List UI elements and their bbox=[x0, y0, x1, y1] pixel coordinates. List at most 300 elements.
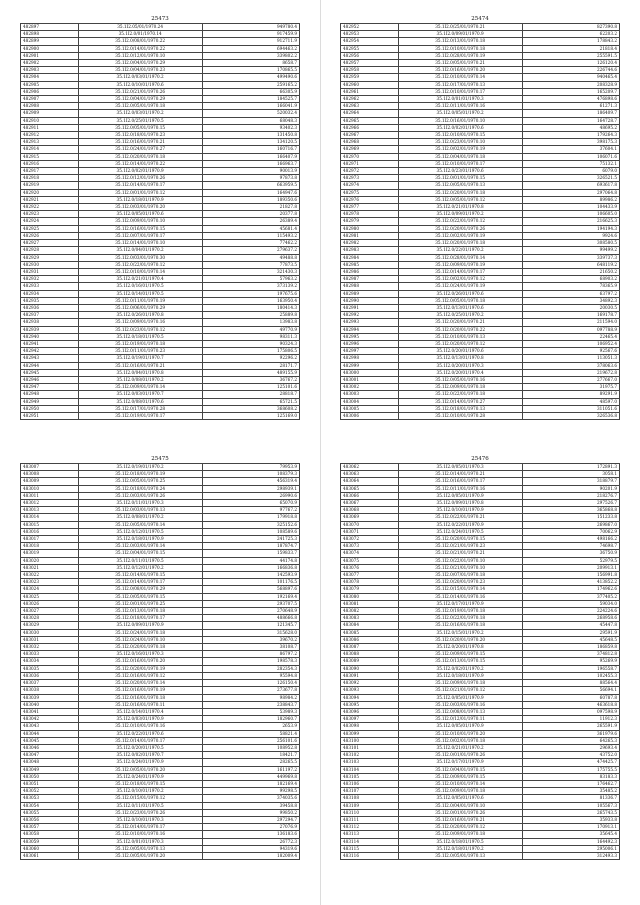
record-id-cell: 482910 bbox=[21, 117, 79, 124]
record-value-cell: 186859.8 bbox=[522, 644, 619, 651]
record-value-cell: 255591.5 bbox=[522, 52, 619, 59]
table-row bbox=[341, 723, 620, 730]
record-id-cell: 482948 bbox=[21, 391, 79, 398]
record-id-cell: 482973 bbox=[341, 175, 399, 182]
table-row bbox=[21, 579, 300, 586]
record-value-cell: 70062.9 bbox=[522, 528, 619, 535]
record-value-cell: 325152.6 bbox=[202, 521, 299, 528]
record-value-cell: 218276.7 bbox=[522, 492, 619, 499]
record-id-cell: 482905 bbox=[21, 81, 79, 88]
record-id-cell: 483067 bbox=[341, 500, 399, 507]
page-block-4 bbox=[340, 455, 620, 860]
record-id-cell: 483056 bbox=[21, 816, 79, 823]
table-row bbox=[21, 304, 300, 311]
record-id-cell: 483091 bbox=[341, 672, 399, 679]
record-code-cell: 35.1I2.0/11/01/1970.16 bbox=[398, 485, 522, 492]
record-id-cell: 483012 bbox=[21, 500, 79, 507]
record-value-cell: 11912.3 bbox=[522, 716, 619, 723]
table-row bbox=[21, 586, 300, 593]
table-row bbox=[341, 52, 620, 59]
table-row bbox=[21, 110, 300, 117]
record-code-cell: 35.1I2.0/04/01/1970.15 bbox=[398, 766, 522, 773]
record-id-cell: 482943 bbox=[21, 355, 79, 362]
record-code-cell: 35.1I2.0/16/01/1970.18 bbox=[78, 694, 202, 701]
record-code-cell: 35.1I2.0/16/01/1970.11 bbox=[78, 701, 202, 708]
record-value-cell: 95594.8 bbox=[202, 672, 299, 679]
record-id-cell: 483072 bbox=[341, 536, 399, 543]
record-value-cell: 940465.4 bbox=[522, 74, 619, 81]
record-id-cell: 483026 bbox=[21, 600, 79, 607]
record-id-cell: 483107 bbox=[341, 788, 399, 795]
record-id-cell: 483043 bbox=[21, 723, 79, 730]
table-row bbox=[341, 752, 620, 759]
record-value-cell: 166836.8 bbox=[202, 564, 299, 571]
record-id-cell: 483085 bbox=[341, 629, 399, 636]
record-code-cell: 35.1I2.0/03/01/1970.2 bbox=[78, 110, 202, 117]
record-value-cell: 298939.1 bbox=[202, 485, 299, 492]
record-id-cell: 482923 bbox=[21, 211, 79, 218]
page-number-label: 25475 bbox=[151, 456, 169, 462]
record-id-cell: 483074 bbox=[341, 550, 399, 557]
record-id-cell: 483060 bbox=[21, 845, 79, 852]
record-id-cell: 483014 bbox=[21, 514, 79, 521]
record-code-cell: 35.1I2.0/21/01/1970.21 bbox=[398, 550, 522, 557]
record-code-cell: 35.1I2.0/22/01/1970.12 bbox=[398, 218, 522, 225]
record-value-cell: 463618.8 bbox=[522, 701, 619, 708]
record-value-cell: 166041.9 bbox=[202, 103, 299, 110]
record-value-cell: 164728.7 bbox=[522, 117, 619, 124]
record-code-cell: 35.1I2.0/20/01/1970.5 bbox=[78, 744, 202, 751]
table-row bbox=[341, 31, 620, 38]
table-row bbox=[21, 788, 300, 795]
table-row bbox=[21, 730, 300, 737]
record-id-cell: 483082 bbox=[341, 608, 399, 615]
record-id-cell: 482917 bbox=[21, 168, 79, 175]
record-id-cell: 483084 bbox=[341, 622, 399, 629]
record-id-cell: 482925 bbox=[21, 225, 79, 232]
table-row bbox=[21, 845, 300, 852]
record-id-cell: 483000 bbox=[341, 369, 399, 376]
table-row bbox=[21, 175, 300, 182]
record-id-cell: 482960 bbox=[341, 81, 399, 88]
table-row bbox=[341, 795, 620, 802]
record-code-cell: 35.1I2.0/03/01/1970.14 bbox=[78, 543, 202, 550]
record-code-cell: 35.1I2.0/08/01/1970.6 bbox=[78, 398, 202, 405]
record-code-cell: 35.1I2.0/22/01/1970.12 bbox=[78, 261, 202, 268]
record-value-cell: 35933.8 bbox=[522, 816, 619, 823]
record-value-cell: 097598.9 bbox=[522, 708, 619, 715]
table-row bbox=[341, 168, 620, 175]
record-code-cell: 35.1I2.0/16/01/1970.10 bbox=[398, 117, 522, 124]
record-code-cell: 35.1I2.0/06/01/1970.29 bbox=[78, 304, 202, 311]
record-id-cell: 483079 bbox=[341, 586, 399, 593]
record-code-cell: 35.1I2.0/14/01/1970.15 bbox=[78, 572, 202, 579]
record-value-cell: 326521.5 bbox=[522, 175, 619, 182]
record-value-cell: 169178.7 bbox=[522, 312, 619, 319]
record-value-cell: 43752.0 bbox=[522, 752, 619, 759]
record-code-cell: 35.1I2.0/25/01/1970.2 bbox=[398, 312, 522, 319]
record-code-cell: 35.1I2.0/14/01/1970.17 bbox=[78, 737, 202, 744]
record-id-cell: 482916 bbox=[21, 160, 79, 167]
record-code-cell: 35.1I2.0/05/01/1970.13 bbox=[398, 182, 522, 189]
record-value-cell: 151233.8 bbox=[522, 514, 619, 521]
record-value-cell: 164947.6 bbox=[202, 189, 299, 196]
record-id-cell: 483108 bbox=[341, 795, 399, 802]
record-code-cell: 35.1I2.0/23/01/1970.10 bbox=[398, 139, 522, 146]
record-value-cell: 26772.3 bbox=[202, 838, 299, 845]
record-id-cell: 482934 bbox=[21, 290, 79, 297]
table-row bbox=[341, 629, 620, 636]
record-value-cell: 912711.9 bbox=[202, 38, 299, 45]
record-code-cell: 35.1I2.0/18/01/1970.17 bbox=[78, 615, 202, 622]
record-id-cell: 483038 bbox=[21, 687, 79, 694]
table-row bbox=[21, 132, 300, 139]
record-code-cell: 35.1I2.0/24/01/1970.5 bbox=[398, 528, 522, 535]
record-code-cell: 35.1I2.0/01/1970.14 bbox=[78, 31, 202, 38]
table-row bbox=[341, 60, 620, 67]
record-value-cell: 99298.5 bbox=[202, 788, 299, 795]
record-id-cell: 483034 bbox=[21, 658, 79, 665]
record-code-cell: 35.1I2.0/20/01/1970.12 bbox=[398, 340, 522, 347]
table-row bbox=[21, 694, 300, 701]
table-row bbox=[341, 355, 620, 362]
record-code-cell: 35.1I2.0/05/01/1970.13 bbox=[398, 852, 522, 859]
record-id-cell: 482951 bbox=[21, 412, 79, 419]
table-row bbox=[21, 218, 300, 225]
record-code-cell: 35.1I2.0/05/01/1970.6 bbox=[78, 211, 202, 218]
record-value-cell: 174962.6 bbox=[522, 586, 619, 593]
table-row bbox=[341, 146, 620, 153]
record-value-cell: 6079.0 bbox=[522, 168, 619, 175]
record-code-cell: 35.1I2.0/16/01/1970.21 bbox=[398, 816, 522, 823]
table-row bbox=[341, 766, 620, 773]
record-code-cell: 35.1I2.0/19/01/1970.18 bbox=[78, 340, 202, 347]
record-id-cell: 483110 bbox=[341, 809, 399, 816]
record-id-cell: 482902 bbox=[21, 60, 79, 67]
table-row bbox=[21, 31, 300, 38]
table-row bbox=[341, 369, 620, 376]
table-row bbox=[341, 276, 620, 283]
record-id-cell: 483001 bbox=[341, 376, 399, 383]
record-value-cell: 74698.7 bbox=[522, 543, 619, 550]
record-code-cell: 35.1I2.0/23/01/1970.12 bbox=[78, 326, 202, 333]
record-id-cell: 482944 bbox=[21, 362, 79, 369]
table-row bbox=[21, 759, 300, 766]
record-value-cell: 378063.6 bbox=[522, 362, 619, 369]
record-value-cell: 163950.4 bbox=[202, 297, 299, 304]
table-row bbox=[21, 658, 300, 665]
table-row bbox=[341, 543, 620, 550]
record-id-cell: 483002 bbox=[341, 384, 399, 391]
record-code-cell: 35.1I2.0/04/01/1970.23 bbox=[78, 67, 202, 74]
record-code-cell: 35.1I2.0/10/01/1970.28 bbox=[398, 412, 522, 419]
record-code-cell: 35.1I2.0/15/01/1970.14 bbox=[398, 586, 522, 593]
record-value-cell: 21650.2 bbox=[522, 268, 619, 275]
record-id-cell: 483053 bbox=[21, 795, 79, 802]
record-value-cell: 101176.5 bbox=[202, 579, 299, 586]
record-id-cell: 482933 bbox=[21, 283, 79, 290]
record-code-cell: 35.1I2.0/03/01/1970.7 bbox=[78, 391, 202, 398]
record-code-cell: 35.1I2.0/05/01/1970.2 bbox=[398, 110, 522, 117]
table-row bbox=[21, 744, 300, 751]
record-id-cell: 483017 bbox=[21, 536, 79, 543]
record-code-cell: 35.1I2.0/14/01/1970.16 bbox=[398, 593, 522, 600]
table-row bbox=[341, 500, 620, 507]
record-id-cell: 482979 bbox=[341, 218, 399, 225]
table-row bbox=[341, 110, 620, 117]
record-id-cell: 483013 bbox=[21, 507, 79, 514]
record-code-cell: 35.1I2.0/09/01/1970.18 bbox=[398, 384, 522, 391]
record-code-cell: 35.1I2.0/01/01/1970.12 bbox=[78, 189, 202, 196]
record-id-cell: 482971 bbox=[341, 160, 399, 167]
record-value-cell: 108379.3 bbox=[202, 471, 299, 478]
record-code-cell: 35.1I2.0/24/01/1970.18 bbox=[78, 629, 202, 636]
record-value-cell: 164492.3 bbox=[522, 838, 619, 845]
record-value-cell: 488666.8 bbox=[202, 615, 299, 622]
record-value-cell: 265743.5 bbox=[522, 809, 619, 816]
record-value-cell: 297526.7 bbox=[522, 500, 619, 507]
record-value-cell: 136183.6 bbox=[202, 831, 299, 838]
record-value-cell: 121345.7 bbox=[202, 622, 299, 629]
table-row bbox=[341, 744, 620, 751]
record-code-cell: 35.1I2.0/05/01/1970.13 bbox=[78, 845, 202, 852]
table-row bbox=[341, 824, 620, 831]
record-id-cell: 482998 bbox=[341, 355, 399, 362]
record-code-cell: 35.1I2.0/16/01/1970.18 bbox=[398, 622, 522, 629]
record-value-cell: 209913.1 bbox=[522, 564, 619, 571]
record-id-cell: 482901 bbox=[21, 52, 79, 59]
record-value-cell: 182009.4 bbox=[202, 852, 299, 859]
record-value-cell: 56694.1 bbox=[522, 687, 619, 694]
record-value-cell: 13983.8 bbox=[202, 319, 299, 326]
record-code-cell: 35.1I2.0/12/01/1970.11 bbox=[398, 716, 522, 723]
record-code-cell: 35.1I2.0/20/01/1970.18 bbox=[78, 153, 202, 160]
record-code-cell: 35.1I2.0/17/01/1970.13 bbox=[398, 81, 522, 88]
table-row bbox=[341, 24, 620, 31]
record-id-cell: 482989 bbox=[341, 290, 399, 297]
record-value-cell: 18421.7 bbox=[202, 752, 299, 759]
record-code-cell: 35.1I2.0/19/01/1970.18 bbox=[398, 608, 522, 615]
table-row bbox=[341, 297, 620, 304]
table-row bbox=[21, 572, 300, 579]
table-row bbox=[341, 579, 620, 586]
record-value-cell: 63797.2 bbox=[522, 290, 619, 297]
record-id-cell: 483030 bbox=[21, 629, 79, 636]
record-value-cell: 361979.6 bbox=[522, 730, 619, 737]
record-id-cell: 482938 bbox=[21, 319, 79, 326]
record-value-cell: 311051.6 bbox=[522, 405, 619, 412]
table-row bbox=[21, 593, 300, 600]
table-row bbox=[21, 268, 300, 275]
record-id-cell: 482976 bbox=[341, 196, 399, 203]
record-code-cell: 35.1I2.0/10/01/1970.3 bbox=[78, 816, 202, 823]
record-id-cell: 482904 bbox=[21, 74, 79, 81]
record-id-cell: 483098 bbox=[341, 723, 399, 730]
record-value-cell: 52979.5 bbox=[522, 557, 619, 564]
table-row bbox=[341, 139, 620, 146]
table-row bbox=[21, 412, 300, 419]
table-row bbox=[21, 74, 300, 81]
record-value-cell: 20377.8 bbox=[202, 211, 299, 218]
record-code-cell: 35.1I2.0/20/01/1970.14 bbox=[78, 680, 202, 687]
record-id-cell: 483101 bbox=[341, 744, 399, 751]
record-code-cell: 35.1I2.0/14/01/1970.17 bbox=[78, 824, 202, 831]
record-value-cell: 277667.0 bbox=[522, 376, 619, 383]
record-value-cell: 27076.9 bbox=[202, 824, 299, 831]
record-value-cell: 106071.6 bbox=[522, 153, 619, 160]
record-value-cell: 259165.2 bbox=[202, 81, 299, 88]
record-code-cell: 35.1I2.0/19/01/1970.7 bbox=[78, 355, 202, 362]
record-value-cell: 172891.3 bbox=[522, 464, 619, 471]
table-row bbox=[21, 521, 300, 528]
table-row bbox=[21, 38, 300, 45]
table-row bbox=[341, 398, 620, 405]
record-id-cell: 483080 bbox=[341, 593, 399, 600]
record-code-cell: 35.1I2.0/05/01/1970.18 bbox=[78, 103, 202, 110]
record-code-cell: 35.1I2.0/11/01/1970.3 bbox=[78, 500, 202, 507]
table-row bbox=[21, 369, 300, 376]
table-row bbox=[341, 694, 620, 701]
record-id-cell: 483055 bbox=[21, 809, 79, 816]
record-code-cell: 35.1I2.0/09/01/1970.9 bbox=[398, 31, 522, 38]
record-value-cell: 241725.3 bbox=[202, 536, 299, 543]
table-row bbox=[21, 362, 300, 369]
record-value-cell: 374812.8 bbox=[522, 651, 619, 658]
table-row bbox=[21, 189, 300, 196]
record-value-cell: 53989.3 bbox=[202, 708, 299, 715]
page-number-label: 25474 bbox=[471, 16, 489, 22]
record-id-cell: 483016 bbox=[21, 528, 79, 535]
record-code-cell: 35.1I2.0/17/01/1970.28 bbox=[78, 405, 202, 412]
table-row bbox=[341, 232, 620, 239]
table-row bbox=[341, 550, 620, 557]
record-code-cell: 35.1I2.0/10/01/1970.6 bbox=[78, 81, 202, 88]
record-code-cell: 35.1I2.0/12/01/1970.10 bbox=[78, 52, 202, 59]
record-id-cell: 482922 bbox=[21, 204, 79, 211]
record-id-cell: 482965 bbox=[341, 117, 399, 124]
table-row bbox=[21, 391, 300, 398]
table-row bbox=[21, 485, 300, 492]
table-row bbox=[21, 283, 300, 290]
table-row bbox=[21, 96, 300, 103]
record-id-cell: 482993 bbox=[341, 319, 399, 326]
record-value-cell: 92296.2 bbox=[202, 355, 299, 362]
table-row bbox=[341, 67, 620, 74]
table-row bbox=[21, 348, 300, 355]
record-value-cell: 64265.3 bbox=[522, 737, 619, 744]
table-row bbox=[341, 464, 620, 471]
record-value-cell: 197675.6 bbox=[202, 290, 299, 297]
record-code-cell: 35.1I2.0/15/01/1970.2 bbox=[398, 629, 522, 636]
record-value-cell: 282354.3 bbox=[202, 665, 299, 672]
record-id-cell: 482959 bbox=[341, 74, 399, 81]
record-id-cell: 483090 bbox=[341, 665, 399, 672]
record-code-cell: 35.1I2.0/15/01/1970.12 bbox=[78, 795, 202, 802]
table-row bbox=[341, 471, 620, 478]
table-row bbox=[21, 160, 300, 167]
table-row bbox=[21, 290, 300, 297]
record-value-cell: 273677.8 bbox=[202, 687, 299, 694]
table-row bbox=[21, 405, 300, 412]
table-row bbox=[21, 398, 300, 405]
record-id-cell: 483106 bbox=[341, 780, 399, 787]
table-row bbox=[21, 780, 300, 787]
record-code-cell: 35.1I2.0/26/01/1970.6 bbox=[398, 290, 522, 297]
record-code-cell: 35.1I2.0/09/01/1970.2 bbox=[398, 211, 522, 218]
table-row bbox=[341, 196, 620, 203]
record-code-cell: 35.1I2.0/02/01/1970.6 bbox=[398, 124, 522, 131]
record-id-cell: 482908 bbox=[21, 103, 79, 110]
record-value-cell: 102455.3 bbox=[522, 672, 619, 679]
table-row bbox=[21, 816, 300, 823]
record-id-cell: 482961 bbox=[341, 88, 399, 95]
record-value-cell: 38108.7 bbox=[202, 644, 299, 651]
record-code-cell: 35.1I2.0/05/01/1970.6 bbox=[398, 795, 522, 802]
table-row bbox=[341, 312, 620, 319]
table-row bbox=[341, 333, 620, 340]
record-value-cell: 694463.2 bbox=[202, 45, 299, 52]
table-row bbox=[341, 687, 620, 694]
table-row bbox=[341, 240, 620, 247]
record-id-cell: 482992 bbox=[341, 312, 399, 319]
record-value-cell: 44174.8 bbox=[202, 557, 299, 564]
table-row bbox=[341, 478, 620, 485]
page-number-label: 25473 bbox=[151, 16, 169, 22]
record-code-cell: 35.1I2.0/09/01/1970.18 bbox=[398, 788, 522, 795]
record-id-cell: 482988 bbox=[341, 283, 399, 290]
record-id-cell: 482984 bbox=[341, 254, 399, 261]
record-code-cell: 35.1I2.0/07/01/1970.17 bbox=[78, 232, 202, 239]
record-code-cell: 35.1I2.0/05/01/1970.25 bbox=[78, 478, 202, 485]
record-code-cell: 35.1I2.0/08/01/1970.2 bbox=[78, 376, 202, 383]
record-id-cell: 482952 bbox=[341, 24, 399, 31]
record-code-cell: 35.1I2.0/05/01/1970.3 bbox=[398, 464, 522, 471]
table-row bbox=[341, 730, 620, 737]
record-value-cell: 184525.7 bbox=[202, 96, 299, 103]
table-row bbox=[341, 268, 620, 275]
record-code-cell: 35.1I2.0/13/01/1970.18 bbox=[78, 608, 202, 615]
record-value-cell: 663959.5 bbox=[202, 182, 299, 189]
table-row bbox=[341, 780, 620, 787]
record-value-cell: 365868.8 bbox=[522, 507, 619, 514]
record-value-cell: 8658.7 bbox=[202, 60, 299, 67]
record-value-cell: 83183.3 bbox=[522, 773, 619, 780]
record-code-cell: 35.1I2.0/14/01/1970.17 bbox=[78, 182, 202, 189]
record-value-cell: 49770.9 bbox=[202, 326, 299, 333]
record-value-cell: 219672.8 bbox=[522, 369, 619, 376]
record-code-cell: 35.1I2.0/02/01/1970.9 bbox=[78, 168, 202, 175]
record-id-cell: 483073 bbox=[341, 543, 399, 550]
record-code-cell: 35.1I2.0/09/01/1970.16 bbox=[78, 319, 202, 326]
table-row bbox=[21, 528, 300, 535]
record-id-cell: 482945 bbox=[21, 369, 79, 376]
table-row bbox=[21, 615, 300, 622]
record-value-cell: 21827.8 bbox=[202, 204, 299, 211]
table-row bbox=[341, 701, 620, 708]
record-id-cell: 483058 bbox=[21, 831, 79, 838]
record-code-cell: 35.1I2.0/01/01/1970.26 bbox=[398, 752, 522, 759]
record-code-cell: 35.1I2.0/21/01/1970.2 bbox=[398, 744, 522, 751]
record-id-cell: 483089 bbox=[341, 658, 399, 665]
table-row bbox=[21, 276, 300, 283]
table-row bbox=[341, 809, 620, 816]
record-code-cell: 35.1I2.0/03/01/1970.13 bbox=[78, 507, 202, 514]
table-row bbox=[21, 636, 300, 643]
record-value-cell: 238843.7 bbox=[202, 701, 299, 708]
record-value-cell: 159833.7 bbox=[202, 550, 299, 557]
record-value-cell: 68048.3 bbox=[202, 117, 299, 124]
record-id-cell: 482957 bbox=[341, 60, 399, 67]
